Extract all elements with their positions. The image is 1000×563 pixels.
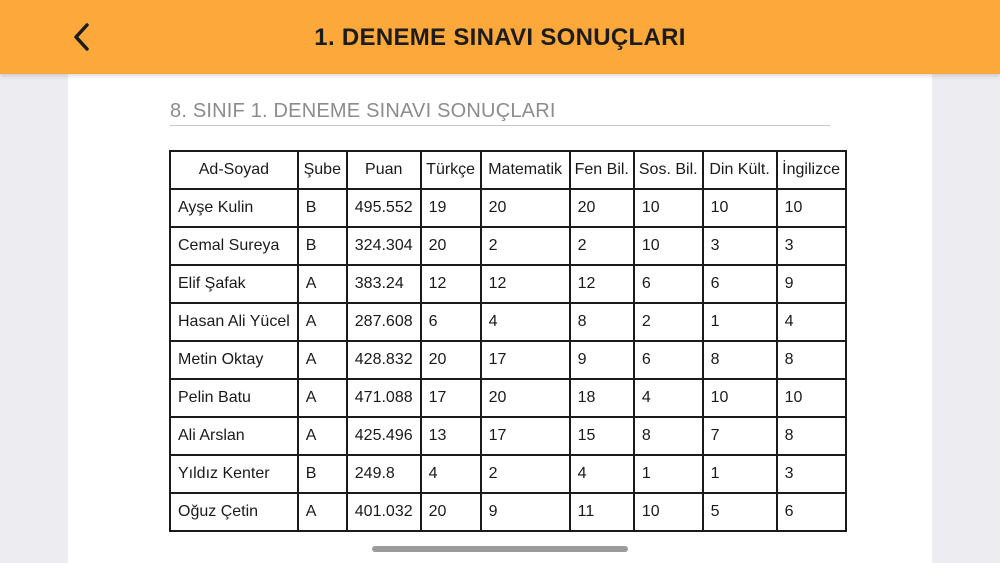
column-header: Din Kült. — [703, 151, 777, 189]
table-cell: 15 — [570, 417, 634, 455]
table-cell: 8 — [634, 417, 703, 455]
table-cell: 9 — [481, 493, 570, 531]
table-cell: 20 — [481, 379, 570, 417]
table-cell: 428.832 — [347, 341, 421, 379]
table-cell: Ali Arslan — [170, 417, 298, 455]
table-cell: 425.496 — [347, 417, 421, 455]
table-cell: 11 — [570, 493, 634, 531]
table-cell: 4 — [634, 379, 703, 417]
table-cell: 7 — [703, 417, 777, 455]
table-cell: 20 — [570, 189, 634, 227]
table-row — [170, 303, 846, 341]
table-cell: Oğuz Çetin — [170, 493, 298, 531]
table-cell: A — [298, 303, 347, 341]
table-cell: Metin Oktay — [170, 341, 298, 379]
table-cell: A — [298, 379, 347, 417]
table-cell: 17 — [421, 379, 481, 417]
table-row — [170, 417, 846, 455]
table-cell: Elif Şafak — [170, 265, 298, 303]
table-cell: Yıldız Kenter — [170, 455, 298, 493]
table-cell: 12 — [481, 265, 570, 303]
table-cell: Hasan Ali Yücel — [170, 303, 298, 341]
table-cell: 10 — [634, 493, 703, 531]
table-cell: 12 — [570, 265, 634, 303]
table-cell: 4 — [421, 455, 481, 493]
column-header: Ad-Soyad — [170, 151, 298, 189]
table-cell: 4 — [570, 455, 634, 493]
table-cell: 287.608 — [347, 303, 421, 341]
table-cell: 10 — [634, 189, 703, 227]
results-table — [169, 150, 847, 532]
table-cell: 10 — [703, 379, 777, 417]
table-cell: 20 — [421, 341, 481, 379]
table-row — [170, 265, 846, 303]
table-cell: B — [298, 455, 347, 493]
table-cell: B — [298, 189, 347, 227]
table-cell: 10 — [703, 189, 777, 227]
table-cell: 19 — [421, 189, 481, 227]
table-cell: 5 — [703, 493, 777, 531]
table-row — [170, 379, 846, 417]
table-cell: 9 — [570, 341, 634, 379]
table-cell: 6 — [421, 303, 481, 341]
section-divider — [170, 125, 830, 126]
table-cell: 383.24 — [347, 265, 421, 303]
column-header: Şube — [298, 151, 347, 189]
table-cell: 17 — [481, 341, 570, 379]
table-cell: 8 — [777, 341, 846, 379]
table-cell: 401.032 — [347, 493, 421, 531]
column-header: Matematik — [481, 151, 570, 189]
table-row — [170, 455, 846, 493]
table-cell: 6 — [634, 341, 703, 379]
table-cell: 3 — [777, 227, 846, 265]
content-panel — [68, 74, 932, 563]
column-header: Türkçe — [421, 151, 481, 189]
table-cell: 10 — [777, 379, 846, 417]
table-cell: 10 — [777, 189, 846, 227]
table-cell: 249.8 — [347, 455, 421, 493]
column-header: Sos. Bil. — [634, 151, 703, 189]
table-cell: 1 — [703, 303, 777, 341]
table-cell: 20 — [421, 227, 481, 265]
chevron-left-icon — [72, 22, 92, 52]
table-row — [170, 227, 846, 265]
table-cell: 6 — [703, 265, 777, 303]
table-cell: Cemal Sureya — [170, 227, 298, 265]
table-cell: 8 — [703, 341, 777, 379]
table-cell: 20 — [481, 189, 570, 227]
column-header: Puan — [347, 151, 421, 189]
table-cell: 3 — [777, 455, 846, 493]
horizontal-scrollbar[interactable] — [372, 546, 628, 552]
table-cell: A — [298, 493, 347, 531]
table-cell: A — [298, 341, 347, 379]
table-cell: A — [298, 265, 347, 303]
table-cell: 6 — [634, 265, 703, 303]
table-cell: 20 — [421, 493, 481, 531]
table-cell: 4 — [481, 303, 570, 341]
section-title: 8. SINIF 1. DENEME SINAVI SONUÇLARI — [170, 100, 556, 122]
back-button[interactable] — [62, 17, 102, 57]
table-cell: 8 — [777, 417, 846, 455]
page-title: 1. DENEME SINAVI SONUÇLARI — [314, 24, 686, 51]
table-cell: 2 — [481, 227, 570, 265]
table-cell: 2 — [634, 303, 703, 341]
table-cell: 9 — [777, 265, 846, 303]
table-cell: 1 — [634, 455, 703, 493]
table-cell: 6 — [777, 493, 846, 531]
column-header: İngilizce — [777, 151, 846, 189]
column-header: Fen Bil. — [570, 151, 634, 189]
table-cell: 3 — [703, 227, 777, 265]
table-cell: A — [298, 417, 347, 455]
app-header — [0, 0, 1000, 74]
table-cell: 495.552 — [347, 189, 421, 227]
table-cell: 17 — [481, 417, 570, 455]
table-cell: 10 — [634, 227, 703, 265]
table-cell: 8 — [570, 303, 634, 341]
table-cell: 4 — [777, 303, 846, 341]
table-cell: 1 — [703, 455, 777, 493]
table-cell: 13 — [421, 417, 481, 455]
table-cell: 18 — [570, 379, 634, 417]
table-cell: Ayşe Kulin — [170, 189, 298, 227]
table-cell: 324.304 — [347, 227, 421, 265]
table-header-row — [170, 151, 846, 189]
table-row — [170, 341, 846, 379]
table-cell: 471.088 — [347, 379, 421, 417]
table-cell: 2 — [570, 227, 634, 265]
table-row — [170, 189, 846, 227]
table-row — [170, 493, 846, 531]
table-cell: 12 — [421, 265, 481, 303]
table-cell: B — [298, 227, 347, 265]
table-cell: Pelin Batu — [170, 379, 298, 417]
table-cell: 2 — [481, 455, 570, 493]
